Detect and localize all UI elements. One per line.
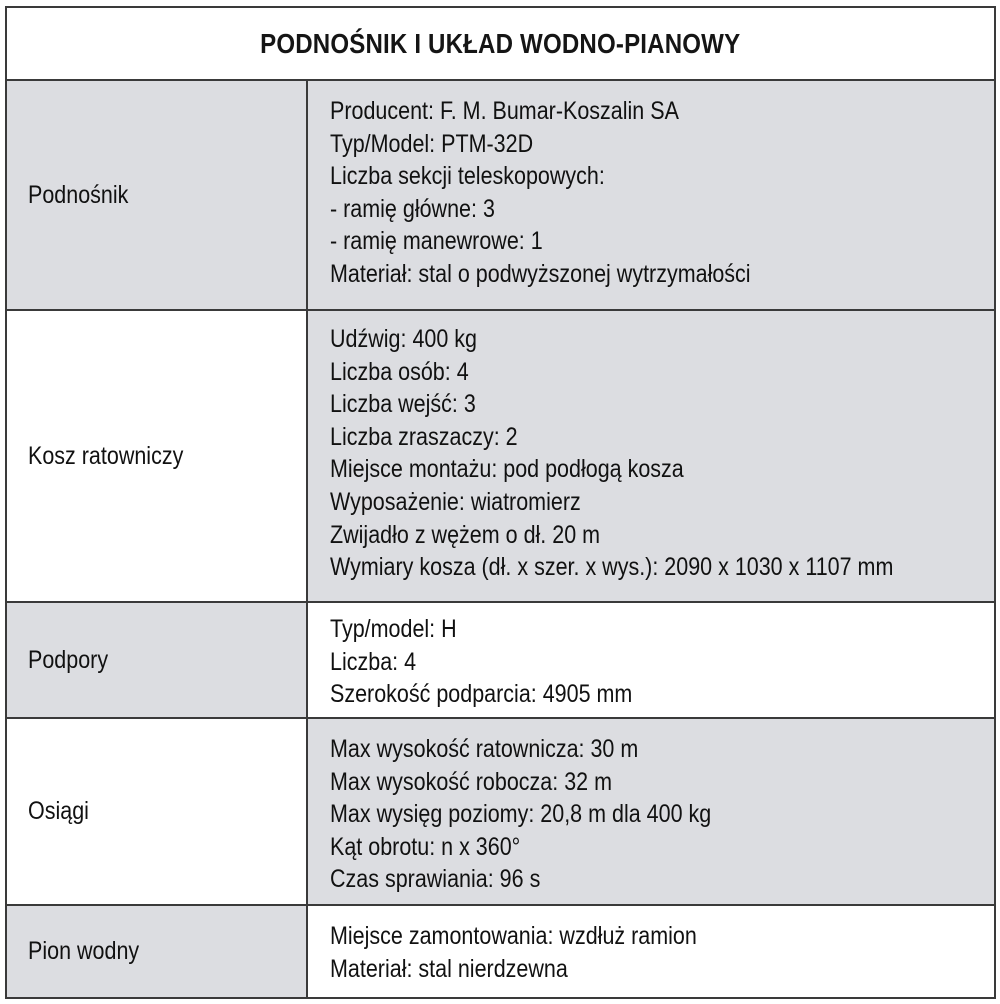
table-row-pion-wodny (7, 906, 994, 997)
row-value-cell (308, 311, 994, 601)
value-line: Max wysokość ratownicza: 30 m (330, 735, 639, 763)
value-line: Materiał: stal nierdzewna (330, 954, 568, 983)
row-label-cell (7, 603, 308, 717)
value-line: Max wysokość robocza: 32 m (330, 767, 612, 796)
row-label: Podpory (28, 645, 109, 674)
value-line: Zwijadło z wężem o dł. 20 m (330, 520, 601, 549)
value-line: Materiał: stal o podwyższonej wytrzymałości (330, 259, 751, 288)
row-label-cell (7, 719, 308, 904)
row-label-cell (7, 311, 308, 601)
table-title-row (7, 8, 994, 81)
table-row-podnosnik (7, 81, 994, 311)
value-line: Kąt obrotu: n x 360° (330, 832, 521, 861)
row-value-cell (308, 906, 994, 997)
value-line: Liczba zraszaczy: 2 (330, 422, 518, 451)
value-line: Liczba osób: 4 (330, 357, 469, 386)
value-line: Typ/Model: PTM-32D (330, 129, 534, 158)
spec-table (5, 6, 996, 999)
value-line: Typ/model: H (330, 615, 457, 643)
row-label: Osiągi (28, 797, 89, 825)
value-line: Liczba wejść: 3 (330, 390, 476, 419)
value-line: Czas sprawiania: 96 s (330, 865, 541, 894)
value-line: Miejsce zamontowania: wzdłuż ramion (330, 922, 697, 950)
table-row-osiagi (7, 719, 994, 906)
value-line: Producent: F. M. Bumar-Koszalin SA (330, 97, 679, 125)
value-line: Wyposażenie: wiatromierz (330, 487, 581, 516)
row-label-cell (7, 81, 308, 309)
row-label: Pion wodny (28, 937, 140, 965)
row-label-cell (7, 906, 308, 997)
value-line: - ramię manewrowe: 1 (330, 227, 543, 256)
row-value-cell (308, 603, 994, 717)
row-label: Podnośnik (28, 180, 129, 209)
table-row-kosz-ratowniczy (7, 311, 994, 603)
value-line: Szerokość podparcia: 4905 mm (330, 680, 633, 709)
row-label: Kosz ratowniczy (28, 441, 184, 470)
row-value-cell (308, 719, 994, 904)
table-title: PODNOŚNIK I UKŁAD WODNO-PIANOWY (260, 27, 741, 59)
row-value-cell (308, 81, 994, 309)
value-line: Udźwig: 400 kg (330, 325, 478, 353)
value-line: Liczba sekcji teleskopowych: (330, 162, 605, 191)
table-row-podpory (7, 603, 994, 719)
value-line: Liczba: 4 (330, 647, 417, 676)
value-line: Wymiary kosza (dł. x szer. x wys.): 2090 x 1030 x 1107 mm (330, 553, 894, 582)
value-line: - ramię główne: 3 (330, 194, 495, 223)
value-line: Max wysięg poziomy: 20,8 m dla 400 kg (330, 800, 712, 829)
value-line: Miejsce montażu: pod podłogą kosza (330, 455, 684, 484)
